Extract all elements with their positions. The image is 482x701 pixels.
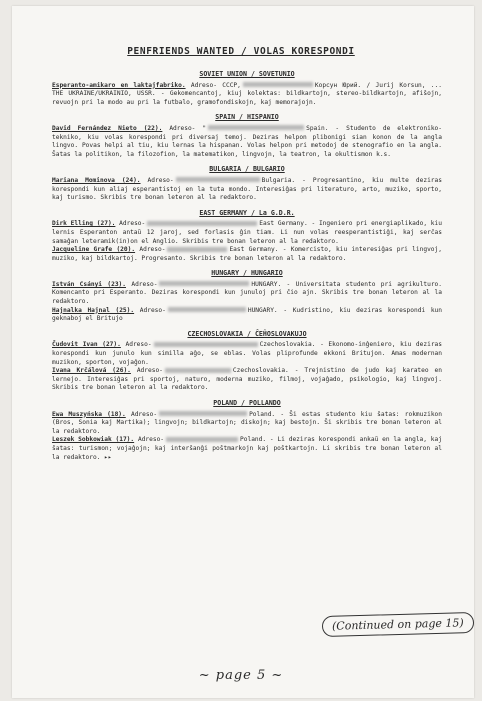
penfriend-name: Ivana Krĉálová (26). [52, 367, 131, 375]
redacted-address [154, 342, 258, 347]
penfriend-description: Czechoslovakia. - Trejnistino de judo kaj karateo en lernejo. Interesiĝas pri sportoj, naturo, moderna muziko, filmoj, vojaĝado, psikologio, kaj lingvoj. Skribis tre bonan leteron al la redaktoro. [52, 367, 442, 392]
address-label: Adreso- [119, 220, 146, 228]
redacted-address [159, 411, 247, 416]
penfriend-description: Корсун Юрий. / Jurij Korsun, ... THE UKRAINE/UKRAINIO, USSR. - Gekomencantoj, kiuj kolektas: bildkartojn, stereo-bildkartojn, afiŝojn, revuojn pri la modo au pri la futbalo, gramofondiskojn, kaj memorajojn. [52, 81, 442, 106]
penfriend-entry [52, 367, 442, 393]
penfriend-description: Spain. - Studento de elektroniko-tekniko, kiu volas korespondi pri diversaj temoj. Deziras helpon plibonigi sian konon de la angla lingvo. Povas helpi al tiu, kiu lernas la hispanan. Volas helpon pri metodoj de stenografio en la angla. Ŝatas la politikon, la filozofion, la matematikon, lingvojn, la teatron, la okultismon k.s. [52, 124, 443, 158]
penfriend-entry [52, 246, 442, 263]
address-label: Adreso- [137, 436, 165, 444]
redacted-address [208, 125, 304, 130]
penfriend-name: István Csányi (23). [52, 280, 126, 288]
penfriend-description: Bulgaria. - Progresantino, kiu multe deziras korespondi kun aliaj esperantistoj en la tuta mondo. Interesiĝas pri literaturo, arto, muziko, sporto, kaj turismo. Skribis tre bonan leteron al la redaktoro. [52, 176, 442, 202]
penfriend-name: Ewa Muszyńska (18). [52, 410, 126, 418]
address-label: Adreso- " [169, 124, 207, 132]
redacted-address [147, 221, 257, 226]
redacted-address [159, 281, 249, 286]
section-heading: HUNGARY / HUNGARIO [211, 269, 283, 278]
address-label: Adreso- СССР, [190, 81, 241, 89]
penfriends-list [52, 64, 442, 462]
section-heading: CZECHOSLOVAKIA / ĈEĤOSLOVAKUJO [187, 329, 307, 338]
address-label: Adreso- [125, 341, 152, 349]
penfriend-entry [52, 436, 442, 462]
section-heading: EAST GERMANY / La G.D.R. [199, 208, 295, 217]
redacted-address [243, 82, 313, 87]
penfriend-description: East Germany. - Komercisto, kiu interesiĝas pri lingvoj, muziko, kaj bildkartoj. Progresanto. Skribis tre bonan leteron al la redaktoro. [52, 246, 442, 262]
penfriend-entry [52, 307, 442, 324]
penfriend-description: Poland. - Li deziras korespondi ankaŭ en la angla, kaj ŝatas: turismon; vojaĝojn; kaj interŝanĝi poŝtmarkojn kaj poŝtkartojn. Li skribis tre bonan leteron al la redaktoro. ▸▸ [52, 436, 442, 461]
penfriend-entry [52, 82, 442, 108]
penfriend-name: Hajnalka Hajnal (25). [52, 306, 135, 314]
address-label: Adreso- [136, 367, 163, 375]
penfriend-description: Czechoslovakia. - Ekonomo-inĝeniero, kiu deziras korespondi kun junulo kun similla aĝo, se eblas. Volas pliprofunde ekkoni Britujon. Amas modernan muzikon, sporton, vojaĝon. [52, 341, 442, 366]
redacted-address [166, 437, 238, 442]
address-label: Adreso- [147, 176, 174, 184]
section-heading: POLAND / POLLANDO [213, 399, 281, 407]
address-label: Adreso- [139, 246, 166, 254]
penfriend-name: Dirk Elling (27). [52, 220, 116, 228]
continued-note: (Continued on page 15) [322, 612, 474, 637]
penfriend-entry [52, 341, 442, 367]
section-heading: SPAIN / HISPANIO [215, 113, 279, 122]
section-heading: SOVIET UNION / SOVETUNIO [199, 70, 295, 78]
penfriend-entry [52, 281, 442, 307]
address-label: Adreso- [131, 280, 158, 288]
penfriend-entry [52, 125, 442, 159]
penfriend-name: Esperanto-amikaro en laktajfabriko. [52, 81, 186, 89]
section-heading: BULGARIA / BULGARIO [209, 165, 285, 174]
address-label: Adreso- [139, 306, 166, 314]
penfriend-name: Ĉudovit Ivan (27). [52, 341, 121, 349]
penfriend-description: HUNGARY. - Universitata studento pri agrikulturo. Komencanto pri Esperanto. Deziras korespondi kun junuloj pri ĉio ajn. Skribis tre bonan leteron al la redaktoro. [52, 280, 442, 306]
penfriend-entry [52, 220, 442, 246]
penfriend-name: Jacqueline Grafe (20). [52, 246, 136, 254]
penfriend-name: Leszek Sobkowiak (17). [52, 436, 135, 444]
penfriend-description: HUNGARY. - Kudristino, kiu deziras korespondi kun geknaboj el Britujo [52, 306, 442, 323]
redacted-address [168, 307, 246, 312]
penfriend-entry [52, 411, 442, 437]
address-label: Adreso- [130, 410, 158, 418]
penfriend-name: Mariana Mominova (24). [52, 176, 141, 184]
penfriend-description: Poland. - Ŝi estas studento kiu ŝatas: rokmuzikon (Bros, Sonia kaj Martika); lingvojn; bildkartojn; diskojn; kaj bestojn. Ŝi skribis tre bonan leteron al la redaktoro. [52, 410, 442, 435]
redacted-address [165, 368, 231, 373]
penfriend-name: David Fernández Nieto (22). [52, 124, 163, 132]
redacted-address [176, 177, 260, 182]
page-number: ~ page 5 ~ [198, 668, 284, 683]
page-title: PENFRIENDS WANTED / VOLAS KORESPONDI [127, 46, 355, 57]
penfriend-description: East Germany. - Ingeniero pri energiaplikado, kiu lernis Esperanton antaŭ 12 jaroj, sed forlasis ĝin tiam. Li nun volas reesperantistiĝi, kaj serĉas samaĝan leteramik(in)on el Anglio. Skribis tre bonan leteron al la redaktoro. [52, 220, 442, 245]
redacted-address [167, 247, 227, 252]
penfriend-entry [52, 177, 442, 203]
